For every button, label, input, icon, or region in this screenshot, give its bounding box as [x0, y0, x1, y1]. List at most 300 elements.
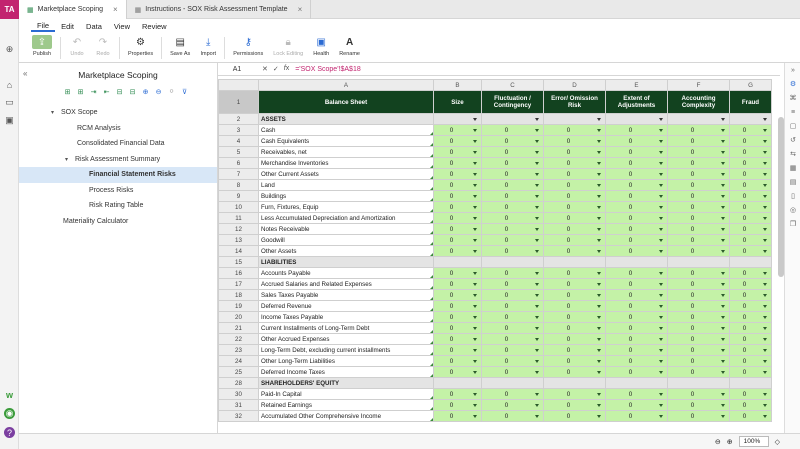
header-cell[interactable]: Fluctuation / Contingency — [482, 91, 544, 114]
section-cell[interactable] — [668, 378, 730, 389]
zoom-select[interactable]: 100% — [739, 436, 769, 447]
rating-dropdown[interactable]: 0 — [482, 290, 544, 301]
row-number[interactable]: 6 — [219, 158, 259, 169]
section-cell[interactable] — [434, 378, 482, 389]
collapse-panel-icon[interactable]: « — [23, 69, 28, 78]
row-number[interactable]: 2 — [219, 114, 259, 125]
rating-dropdown[interactable]: 0 — [482, 158, 544, 169]
rating-dropdown[interactable]: 0 — [730, 125, 772, 136]
rating-dropdown[interactable]: 0 — [668, 235, 730, 246]
zoom-in-icon[interactable]: ⊕ — [726, 438, 733, 446]
rating-dropdown[interactable]: 0 — [482, 202, 544, 213]
rating-dropdown[interactable]: 0 — [482, 224, 544, 235]
account-label[interactable]: Accounts Payable — [259, 268, 434, 279]
rating-dropdown[interactable]: 0 — [482, 191, 544, 202]
account-label[interactable]: Less Accumulated Depreciation and Amortization — [259, 213, 434, 224]
row-number[interactable]: 7 — [219, 169, 259, 180]
tab-1[interactable]: ▦ Instructions - SOX Risk Assessment Template × — [127, 0, 312, 19]
account-label[interactable]: Accumulated Other Comprehensive Income — [259, 411, 434, 422]
menu-data[interactable]: Data — [86, 21, 102, 31]
outline-item[interactable]: Financial Statement Risks — [19, 167, 217, 183]
rating-dropdown[interactable]: 0 — [606, 180, 668, 191]
rating-dropdown[interactable]: 0 — [544, 334, 606, 345]
rating-dropdown[interactable]: 0 — [434, 411, 482, 422]
account-label[interactable]: Deferred Revenue — [259, 301, 434, 312]
rating-dropdown[interactable]: 0 — [606, 290, 668, 301]
account-label[interactable]: Current Installments of Long-Term Debt — [259, 323, 434, 334]
rating-dropdown[interactable]: 0 — [434, 213, 482, 224]
account-label[interactable]: Goodwill — [259, 235, 434, 246]
outline-item[interactable]: Consolidated Financial Data — [77, 140, 165, 148]
rating-dropdown[interactable]: 0 — [434, 290, 482, 301]
rating-dropdown[interactable]: 0 — [482, 235, 544, 246]
rating-dropdown[interactable]: 0 — [606, 169, 668, 180]
section-cell[interactable] — [482, 114, 544, 125]
row-number[interactable]: 22 — [219, 334, 259, 345]
rating-dropdown[interactable]: 0 — [606, 268, 668, 279]
rating-dropdown[interactable]: 0 — [482, 246, 544, 257]
rating-dropdown[interactable]: 0 — [544, 213, 606, 224]
rating-dropdown[interactable]: 0 — [482, 367, 544, 378]
account-label[interactable]: Buildings — [259, 191, 434, 202]
redo-button[interactable]: ↷ Redo — [96, 36, 110, 57]
rating-dropdown[interactable]: 0 — [730, 356, 772, 367]
rating-dropdown[interactable]: 0 — [730, 334, 772, 345]
cell-reference[interactable]: A1 — [232, 65, 242, 73]
rating-dropdown[interactable]: 0 — [730, 400, 772, 411]
outline-item[interactable]: ▾ Risk Assessment Summary — [65, 155, 161, 163]
history-icon[interactable]: ↺ — [790, 137, 796, 144]
account-label[interactable]: Other Current Assets — [259, 169, 434, 180]
account-label[interactable]: Sales Taxes Payable — [259, 290, 434, 301]
section-cell[interactable] — [544, 378, 606, 389]
rating-dropdown[interactable]: 0 — [482, 169, 544, 180]
close-icon[interactable]: × — [297, 5, 303, 14]
account-label[interactable]: Long-Term Debt, excluding current installments — [259, 345, 434, 356]
rating-dropdown[interactable]: 0 — [482, 301, 544, 312]
row-number[interactable]: 18 — [219, 290, 259, 301]
section-cell[interactable] — [434, 114, 482, 125]
zoom-out-icon[interactable]: ⊖ — [714, 438, 721, 446]
rating-dropdown[interactable]: 0 — [730, 180, 772, 191]
section-cell[interactable] — [730, 114, 772, 125]
row-number[interactable]: 21 — [219, 323, 259, 334]
rating-dropdown[interactable]: 0 — [606, 400, 668, 411]
rating-dropdown[interactable]: 0 — [434, 389, 482, 400]
rating-dropdown[interactable]: 0 — [482, 268, 544, 279]
rating-dropdown[interactable]: 0 — [730, 411, 772, 422]
row-number[interactable]: 20 — [219, 312, 259, 323]
caret-down-icon[interactable]: ▾ — [51, 110, 55, 117]
rating-dropdown[interactable]: 0 — [434, 268, 482, 279]
section-cell[interactable] — [482, 257, 544, 268]
row-number[interactable]: 16 — [219, 268, 259, 279]
rating-dropdown[interactable]: 0 — [730, 213, 772, 224]
rating-dropdown[interactable]: 0 — [544, 367, 606, 378]
account-label[interactable]: Other Long-Term Liabilities — [259, 356, 434, 367]
rating-dropdown[interactable]: 0 — [730, 224, 772, 235]
menu-review[interactable]: Review — [142, 21, 167, 31]
format-icon[interactable]: ≡ — [790, 108, 796, 116]
function-icon[interactable]: fx — [283, 65, 290, 72]
rating-dropdown[interactable]: 0 — [730, 191, 772, 202]
header-cell[interactable]: Balance Sheet — [259, 91, 434, 114]
rating-dropdown[interactable]: 0 — [730, 158, 772, 169]
rating-dropdown[interactable]: 0 — [482, 411, 544, 422]
indent-icon[interactable]: ⇥ — [90, 88, 97, 96]
rating-dropdown[interactable]: 0 — [606, 136, 668, 147]
rating-dropdown[interactable]: 0 — [730, 246, 772, 257]
account-label[interactable]: Receivables, net — [259, 147, 434, 158]
rating-dropdown[interactable]: 0 — [544, 147, 606, 158]
workiva-logo-icon[interactable]: w — [5, 389, 13, 400]
header-cell[interactable]: Extent of Adjustments — [606, 91, 668, 114]
section-cell[interactable] — [730, 378, 772, 389]
confirm-icon[interactable]: ✓ — [272, 66, 279, 73]
add-icon[interactable]: ⊕ — [5, 44, 14, 54]
move-down-icon[interactable]: ⊟ — [129, 88, 136, 96]
rating-dropdown[interactable]: 0 — [434, 125, 482, 136]
rating-dropdown[interactable]: 0 — [544, 136, 606, 147]
rating-dropdown[interactable]: 0 — [668, 411, 730, 422]
rating-dropdown[interactable]: 0 — [668, 290, 730, 301]
row-number[interactable]: 30 — [219, 389, 259, 400]
row-number[interactable]: 9 — [219, 191, 259, 202]
account-label[interactable]: Income Taxes Payable — [259, 312, 434, 323]
rating-dropdown[interactable]: 0 — [606, 158, 668, 169]
rating-dropdown[interactable]: 0 — [544, 301, 606, 312]
rating-dropdown[interactable]: 0 — [544, 323, 606, 334]
connect-icon[interactable]: ⇆ — [790, 151, 796, 158]
caret-down-icon[interactable]: ▾ — [65, 156, 69, 163]
outline-item[interactable]: Risk Rating Table — [89, 202, 144, 210]
status-icon[interactable]: ◉ — [5, 408, 14, 418]
rating-dropdown[interactable]: 0 — [668, 389, 730, 400]
rating-dropdown[interactable]: 0 — [668, 180, 730, 191]
column-header[interactable]: E — [606, 80, 668, 91]
circle-icon[interactable]: ○ — [169, 88, 174, 95]
rating-dropdown[interactable]: 0 — [730, 345, 772, 356]
rating-dropdown[interactable]: 0 — [606, 147, 668, 158]
column-header[interactable]: F — [668, 80, 730, 91]
row-number[interactable]: 1 — [219, 91, 259, 114]
rating-dropdown[interactable]: 0 — [482, 323, 544, 334]
row-number[interactable]: 13 — [219, 235, 259, 246]
account-label[interactable]: Notes Receivable — [259, 224, 434, 235]
rating-dropdown[interactable]: 0 — [482, 213, 544, 224]
rating-dropdown[interactable]: 0 — [544, 125, 606, 136]
rating-dropdown[interactable]: 0 — [434, 158, 482, 169]
row-number[interactable]: 31 — [219, 400, 259, 411]
row-number[interactable]: 32 — [219, 411, 259, 422]
rating-dropdown[interactable]: 0 — [668, 312, 730, 323]
rating-dropdown[interactable]: 0 — [606, 125, 668, 136]
rating-dropdown[interactable]: 0 — [544, 279, 606, 290]
rating-dropdown[interactable]: 0 — [606, 213, 668, 224]
rating-dropdown[interactable]: 0 — [668, 202, 730, 213]
corner-cell[interactable] — [219, 80, 259, 91]
rating-dropdown[interactable]: 0 — [434, 136, 482, 147]
rating-dropdown[interactable]: 0 — [544, 411, 606, 422]
row-number[interactable]: 25 — [219, 367, 259, 378]
rating-dropdown[interactable]: 0 — [544, 180, 606, 191]
rating-dropdown[interactable]: 0 — [668, 147, 730, 158]
rating-dropdown[interactable]: 0 — [730, 323, 772, 334]
formula-input[interactable]: ='SOX Scope'!$A$18 — [295, 65, 361, 73]
settings-icon[interactable]: ⚙ — [789, 81, 797, 88]
rating-dropdown[interactable]: 0 — [668, 279, 730, 290]
section-label[interactable]: ASSETS — [259, 114, 434, 125]
rating-dropdown[interactable]: 0 — [434, 224, 482, 235]
rating-dropdown[interactable]: 0 — [668, 323, 730, 334]
account-label[interactable]: Furn, Fixtures, Equip — [259, 202, 434, 213]
undo-button[interactable]: ↶ Undo — [70, 36, 84, 57]
account-label[interactable]: Other Accrued Expenses — [259, 334, 434, 345]
section-label[interactable]: SHAREHOLDERS' EQUITY — [259, 378, 434, 389]
rating-dropdown[interactable]: 0 — [544, 246, 606, 257]
rating-dropdown[interactable]: 0 — [668, 301, 730, 312]
rating-dropdown[interactable]: 0 — [482, 356, 544, 367]
section-cell[interactable] — [482, 378, 544, 389]
row-number[interactable]: 24 — [219, 356, 259, 367]
column-header[interactable]: B — [434, 80, 482, 91]
section-cell[interactable] — [434, 257, 482, 268]
rating-dropdown[interactable]: 0 — [434, 301, 482, 312]
section-cell[interactable] — [544, 114, 606, 125]
row-number[interactable]: 15 — [219, 257, 259, 268]
account-label[interactable]: Retained Earnings — [259, 400, 434, 411]
filter-icon[interactable]: ⊽ — [181, 88, 188, 96]
header-cell[interactable]: Size — [434, 91, 482, 114]
row-number[interactable]: 4 — [219, 136, 259, 147]
section-cell[interactable] — [730, 257, 772, 268]
menu-view[interactable]: View — [113, 21, 130, 31]
add-child-icon[interactable]: ⊞ — [77, 88, 84, 96]
column-header[interactable]: G — [730, 80, 772, 91]
import-button[interactable]: ⤓ Import — [200, 36, 217, 57]
row-number[interactable]: 12 — [219, 224, 259, 235]
row-number[interactable]: 19 — [219, 301, 259, 312]
header-cell[interactable]: Error/ Omission Risk — [544, 91, 606, 114]
section-cell[interactable] — [606, 257, 668, 268]
folder-icon[interactable]: ▭ — [5, 97, 14, 107]
home-icon[interactable]: ⌂ — [6, 79, 13, 90]
rating-dropdown[interactable]: 0 — [434, 334, 482, 345]
rating-dropdown[interactable]: 0 — [730, 268, 772, 279]
rating-dropdown[interactable]: 0 — [482, 125, 544, 136]
section-cell[interactable] — [544, 257, 606, 268]
document-icon[interactable]: ▯ — [791, 193, 795, 200]
account-label[interactable]: Deferred Income Taxes — [259, 367, 434, 378]
account-label[interactable]: Land — [259, 180, 434, 191]
rating-dropdown[interactable]: 0 — [434, 246, 482, 257]
publish-button[interactable]: ⇪ Publish — [32, 36, 52, 57]
expand-icon[interactable]: ⊕ — [142, 88, 149, 96]
rating-dropdown[interactable]: 0 — [544, 224, 606, 235]
row-number[interactable]: 17 — [219, 279, 259, 290]
rating-dropdown[interactable]: 0 — [544, 158, 606, 169]
rating-dropdown[interactable]: 0 — [668, 158, 730, 169]
outline-item[interactable]: Process Risks — [89, 186, 134, 194]
rating-dropdown[interactable]: 0 — [544, 191, 606, 202]
rating-dropdown[interactable]: 0 — [482, 136, 544, 147]
tab-0[interactable]: ▦ Marketplace Scoping × — [19, 0, 127, 19]
check-icon[interactable]: ◎ — [789, 207, 797, 214]
rating-dropdown[interactable]: 0 — [730, 202, 772, 213]
rating-dropdown[interactable]: 0 — [668, 268, 730, 279]
rating-dropdown[interactable]: 0 — [668, 246, 730, 257]
rating-dropdown[interactable]: 0 — [482, 334, 544, 345]
rating-dropdown[interactable]: 0 — [606, 279, 668, 290]
rating-dropdown[interactable]: 0 — [544, 169, 606, 180]
rating-dropdown[interactable]: 0 — [730, 389, 772, 400]
outline-item[interactable]: ▾ SOX Scope — [51, 109, 98, 117]
column-header[interactable]: C — [482, 80, 544, 91]
rating-dropdown[interactable]: 0 — [434, 356, 482, 367]
header-cell[interactable]: Fraud — [730, 91, 772, 114]
cancel-icon[interactable]: ✕ — [262, 66, 268, 73]
account-label[interactable]: Paid-In Capital — [259, 389, 434, 400]
rating-dropdown[interactable]: 0 — [730, 169, 772, 180]
rating-dropdown[interactable]: 0 — [434, 169, 482, 180]
rating-dropdown[interactable]: 0 — [668, 213, 730, 224]
row-number[interactable]: 10 — [219, 202, 259, 213]
notifications-icon[interactable]: ◇ — [774, 438, 780, 446]
rating-dropdown[interactable]: 0 — [482, 400, 544, 411]
account-label[interactable]: Cash — [259, 125, 434, 136]
rating-dropdown[interactable]: 0 — [606, 301, 668, 312]
rating-dropdown[interactable]: 0 — [544, 312, 606, 323]
row-number[interactable]: 8 — [219, 180, 259, 191]
rating-dropdown[interactable]: 0 — [544, 202, 606, 213]
rating-dropdown[interactable]: 0 — [544, 268, 606, 279]
rating-dropdown[interactable]: 0 — [730, 312, 772, 323]
account-label[interactable]: Other Assets — [259, 246, 434, 257]
row-number[interactable]: 28 — [219, 378, 259, 389]
rating-dropdown[interactable]: 0 — [434, 345, 482, 356]
rating-dropdown[interactable]: 0 — [606, 356, 668, 367]
rating-dropdown[interactable]: 0 — [606, 202, 668, 213]
rating-dropdown[interactable]: 0 — [668, 125, 730, 136]
rating-dropdown[interactable]: 0 — [482, 279, 544, 290]
rename-button[interactable]: A Rename — [339, 36, 360, 57]
rating-dropdown[interactable]: 0 — [482, 345, 544, 356]
row-number[interactable]: 3 — [219, 125, 259, 136]
rating-dropdown[interactable]: 0 — [434, 180, 482, 191]
rating-dropdown[interactable]: 0 — [482, 389, 544, 400]
rating-dropdown[interactable]: 0 — [434, 367, 482, 378]
rating-dropdown[interactable]: 0 — [544, 235, 606, 246]
rating-dropdown[interactable]: 0 — [434, 400, 482, 411]
rating-dropdown[interactable]: 0 — [482, 180, 544, 191]
rating-dropdown[interactable]: 0 — [668, 367, 730, 378]
rating-dropdown[interactable]: 0 — [606, 367, 668, 378]
rating-dropdown[interactable]: 0 — [434, 323, 482, 334]
rating-dropdown[interactable]: 0 — [730, 279, 772, 290]
rating-dropdown[interactable]: 0 — [544, 356, 606, 367]
rating-dropdown[interactable]: 0 — [668, 400, 730, 411]
section-cell[interactable] — [606, 378, 668, 389]
table-icon[interactable]: ▦ — [789, 165, 797, 172]
rating-dropdown[interactable]: 0 — [606, 191, 668, 202]
menu-edit[interactable]: Edit — [61, 21, 75, 31]
rating-dropdown[interactable]: 0 — [668, 169, 730, 180]
rating-dropdown[interactable]: 0 — [730, 136, 772, 147]
outline-item[interactable]: RCM Analysis — [77, 124, 121, 132]
rating-dropdown[interactable]: 0 — [606, 389, 668, 400]
rating-dropdown[interactable]: 0 — [668, 334, 730, 345]
rating-dropdown[interactable]: 0 — [482, 147, 544, 158]
rating-dropdown[interactable]: 0 — [730, 147, 772, 158]
comment-icon[interactable]: ▢ — [789, 123, 797, 130]
rating-dropdown[interactable]: 0 — [606, 246, 668, 257]
expand-panel-icon[interactable]: » — [791, 66, 795, 74]
section-cell[interactable] — [668, 257, 730, 268]
rating-dropdown[interactable]: 0 — [606, 235, 668, 246]
rating-dropdown[interactable]: 0 — [730, 290, 772, 301]
rating-dropdown[interactable]: 0 — [434, 235, 482, 246]
rating-dropdown[interactable]: 0 — [482, 312, 544, 323]
avatar[interactable]: TA — [0, 0, 19, 19]
section-label[interactable]: LIABILITIES — [259, 257, 434, 268]
rating-dropdown[interactable]: 0 — [668, 136, 730, 147]
rating-dropdown[interactable]: 0 — [668, 191, 730, 202]
rating-dropdown[interactable]: 0 — [434, 147, 482, 158]
permissions-button[interactable]: ⚷ Permissions — [233, 36, 264, 57]
account-label[interactable]: Cash Equivalents — [259, 136, 434, 147]
rating-dropdown[interactable]: 0 — [730, 301, 772, 312]
chart-icon[interactable]: ▤ — [789, 179, 797, 186]
move-up-icon[interactable]: ⊟ — [116, 88, 123, 96]
rating-dropdown[interactable]: 0 — [606, 323, 668, 334]
account-label[interactable]: Merchandise Inventories — [259, 158, 434, 169]
menu-file[interactable]: File — [31, 21, 55, 32]
collapse-icon[interactable]: ⊖ — [155, 88, 162, 96]
link-icon[interactable]: ⌘ — [789, 95, 797, 102]
column-header[interactable]: A — [259, 80, 434, 91]
row-number[interactable]: 14 — [219, 246, 259, 257]
outdent-icon[interactable]: ⇤ — [103, 88, 110, 96]
rating-dropdown[interactable]: 0 — [434, 191, 482, 202]
rating-dropdown[interactable]: 0 — [668, 356, 730, 367]
column-header[interactable]: D — [544, 80, 606, 91]
copy-icon[interactable]: ❐ — [789, 221, 797, 228]
rating-dropdown[interactable]: 0 — [668, 224, 730, 235]
properties-button[interactable]: ⚙ Properties — [128, 36, 154, 57]
row-number[interactable]: 5 — [219, 147, 259, 158]
account-label[interactable]: Accrued Salaries and Related Expenses — [259, 279, 434, 290]
rating-dropdown[interactable]: 0 — [434, 279, 482, 290]
health-button[interactable]: ▣ Health — [313, 36, 330, 57]
tasks-icon[interactable]: ▣ — [5, 115, 14, 125]
header-cell[interactable]: Accounting Complexity — [668, 91, 730, 114]
save-as-button[interactable]: ▤ Save As — [170, 36, 191, 57]
add-sheet-icon[interactable]: ⊞ — [64, 88, 71, 96]
close-icon[interactable]: × — [113, 5, 118, 14]
rating-dropdown[interactable]: 0 — [606, 411, 668, 422]
rating-dropdown[interactable]: 0 — [606, 345, 668, 356]
rating-dropdown[interactable]: 0 — [544, 389, 606, 400]
rating-dropdown[interactable]: 0 — [434, 202, 482, 213]
rating-dropdown[interactable]: 0 — [730, 235, 772, 246]
rating-dropdown[interactable]: 0 — [730, 367, 772, 378]
row-number[interactable]: 23 — [219, 345, 259, 356]
rating-dropdown[interactable]: 0 — [434, 312, 482, 323]
rating-dropdown[interactable]: 0 — [606, 312, 668, 323]
outline-item[interactable]: Materiality Calculator — [63, 217, 129, 225]
rating-dropdown[interactable]: 0 — [544, 400, 606, 411]
rating-dropdown[interactable]: 0 — [544, 290, 606, 301]
